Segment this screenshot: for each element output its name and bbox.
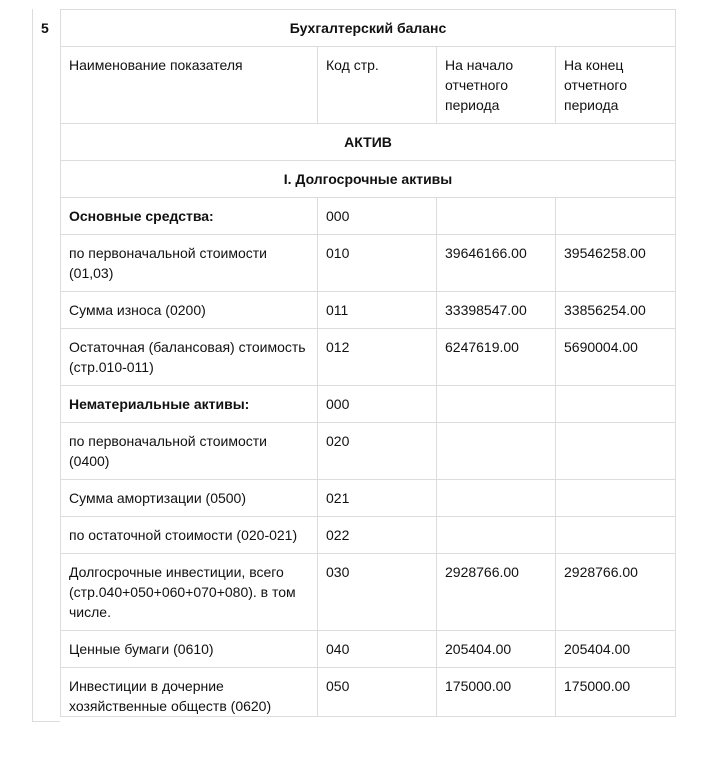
table-row <box>61 292 676 329</box>
row-code: 000 <box>318 386 437 423</box>
row-start-value: 2928766.00 <box>437 554 556 631</box>
row-end-value: 2928766.00 <box>556 554 676 631</box>
row-start-value: 39646166.00 <box>437 235 556 292</box>
row-code: 012 <box>318 329 437 386</box>
row-name: Сумма амортизации (0500) <box>61 480 318 517</box>
table-row <box>61 423 676 480</box>
header-code: Код стр. <box>318 47 437 124</box>
row-end-value: 5690004.00 <box>556 329 676 386</box>
row-end-value <box>556 198 676 235</box>
row-start-value <box>437 386 556 423</box>
row-name: Сумма износа (0200) <box>61 292 318 329</box>
row-name: Ценные бумаги (0610) <box>61 631 318 668</box>
row-start-value: 6247619.00 <box>437 329 556 386</box>
row-code: 030 <box>318 554 437 631</box>
row-code: 000 <box>318 198 437 235</box>
row-start-value: 175000.00 <box>437 668 556 717</box>
row-code: 020 <box>318 423 437 480</box>
table-row <box>61 668 676 717</box>
row-name: Остаточная (балансовая) стоимость (стр.010-011) <box>61 329 318 386</box>
row-name: по остаточной стоимости (020-021) <box>61 517 318 554</box>
table-row <box>61 480 676 517</box>
header-row <box>61 47 676 124</box>
row-name: по первоначальной стоимости (01,03) <box>61 235 318 292</box>
row-code: 050 <box>318 668 437 717</box>
header-start: На начало отчетного периода <box>437 47 556 124</box>
row-end-value: 33856254.00 <box>556 292 676 329</box>
table-row <box>61 198 676 235</box>
table-row <box>61 631 676 668</box>
row-code: 022 <box>318 517 437 554</box>
table-row <box>61 517 676 554</box>
row-end-value <box>556 480 676 517</box>
table-row <box>61 554 676 631</box>
section-row <box>61 161 676 198</box>
row-end-value: 175000.00 <box>556 668 676 717</box>
row-name: Основные средства: <box>61 198 318 235</box>
section-number-cell <box>32 9 60 722</box>
row-code: 021 <box>318 480 437 517</box>
table-row <box>61 329 676 386</box>
section-aktiv: АКТИВ <box>61 124 676 161</box>
row-end-value: 39546258.00 <box>556 235 676 292</box>
table-row <box>61 235 676 292</box>
row-name: Инвестиции в дочерние хозяйственные обществ (0620) <box>61 668 318 717</box>
row-name: по первоначальной стоимости (0400) <box>61 423 318 480</box>
row-code: 040 <box>318 631 437 668</box>
balance-sheet-table <box>60 9 676 717</box>
row-start-value <box>437 480 556 517</box>
header-end: На конец отчетного периода <box>556 47 676 124</box>
section-long-term-assets: I. Долгосрочные активы <box>61 161 676 198</box>
row-end-value <box>556 517 676 554</box>
header-name: Наименование показателя <box>61 47 318 124</box>
row-end-value <box>556 386 676 423</box>
row-end-value <box>556 423 676 480</box>
row-name: Долгосрочные инвестиции, всего (стр.040+050+060+070+080). в том числе. <box>61 554 318 631</box>
table-title: Бухгалтерский баланс <box>61 10 676 47</box>
title-row <box>61 10 676 47</box>
table-row <box>61 386 676 423</box>
section-number: 5 <box>41 20 49 36</box>
row-start-value <box>437 423 556 480</box>
row-start-value: 205404.00 <box>437 631 556 668</box>
row-start-value <box>437 198 556 235</box>
row-code: 011 <box>318 292 437 329</box>
row-end-value: 205404.00 <box>556 631 676 668</box>
row-name: Нематериальные активы: <box>61 386 318 423</box>
section-row <box>61 124 676 161</box>
row-code: 010 <box>318 235 437 292</box>
row-start-value <box>437 517 556 554</box>
row-start-value: 33398547.00 <box>437 292 556 329</box>
